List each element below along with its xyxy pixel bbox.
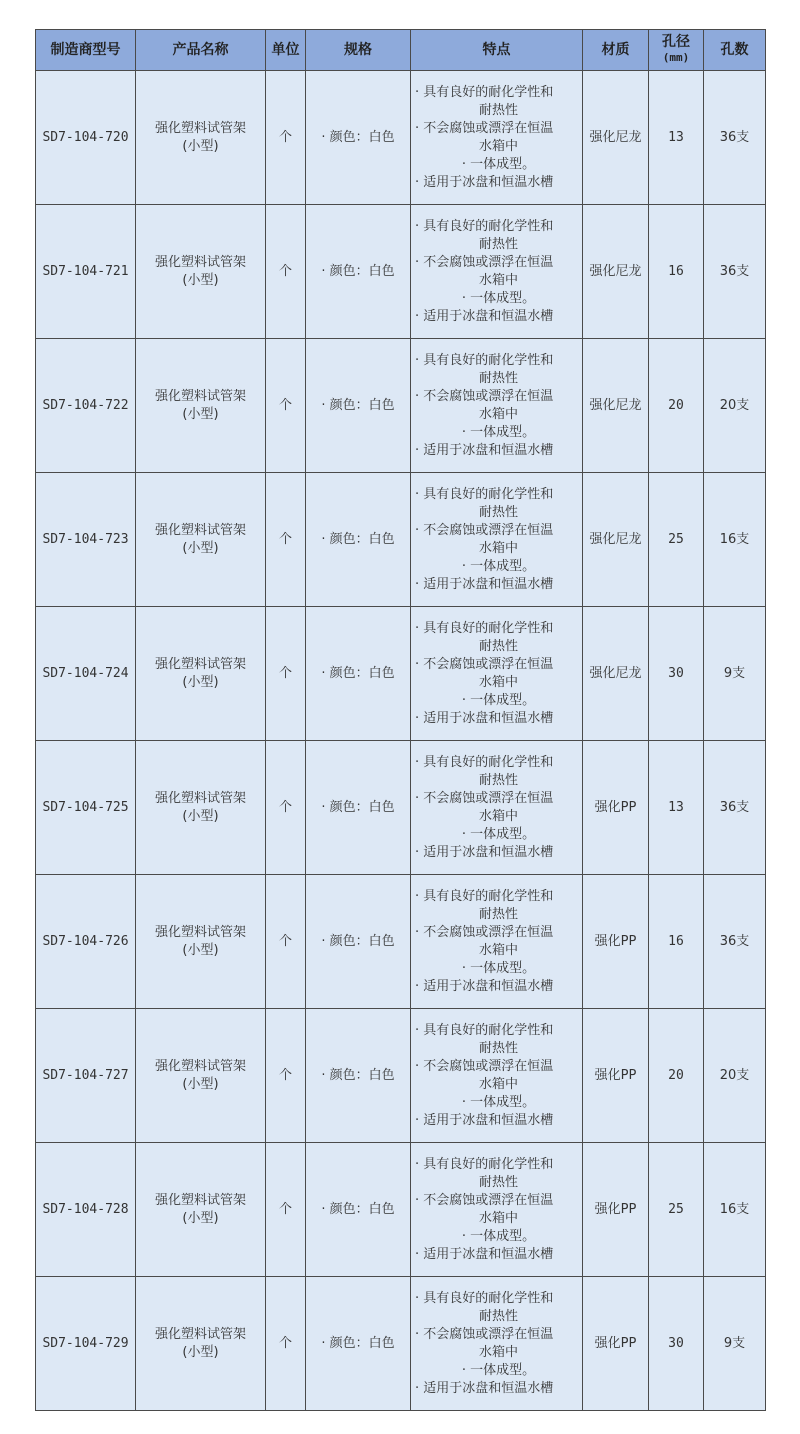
cell-unit: 个	[266, 71, 306, 205]
feature-line: · 具有良好的耐化学性和	[415, 486, 554, 502]
cell-model: SD7-104-728	[36, 1143, 136, 1277]
feature-line: 水箱中	[478, 674, 518, 690]
product-spec-table	[35, 29, 766, 1411]
header-diameter	[649, 30, 704, 71]
table-row	[36, 473, 766, 607]
cell-spec: · 颜色：白色	[306, 1277, 411, 1411]
feature-line: · 具有良好的耐化学性和	[415, 352, 554, 368]
cell-spec: · 颜色：白色	[306, 875, 411, 1009]
feature-line: · 适用于冰盘和恒温水槽	[415, 576, 554, 592]
product-name: 强化塑料试管架	[154, 790, 246, 806]
feature-line: 水箱中	[478, 540, 518, 556]
cell-model: SD7-104-729	[36, 1277, 136, 1411]
product-name-size: (小型)	[182, 1210, 219, 1226]
cell-model: SD7-104-720	[36, 71, 136, 205]
feature-line: 耐热性	[478, 370, 518, 386]
cell-holes: 36支	[704, 875, 766, 1009]
feature-line: · 不会腐蚀或漂浮在恒温	[415, 1326, 554, 1342]
header-row	[36, 30, 766, 71]
header-name: 产品名称	[136, 30, 266, 71]
product-name: 强化塑料试管架	[154, 254, 246, 270]
feature-line: 水箱中	[478, 1076, 518, 1092]
feature-line: 水箱中	[478, 138, 518, 154]
cell-features	[411, 875, 583, 1009]
feature-line: · 具有良好的耐化学性和	[415, 1022, 554, 1038]
header-holes: 孔数	[704, 30, 766, 71]
cell-unit: 个	[266, 1143, 306, 1277]
feature-line: 耐热性	[478, 906, 518, 922]
feature-line: · 具有良好的耐化学性和	[415, 1156, 554, 1172]
cell-features	[411, 339, 583, 473]
feature-line: · 一体成型。	[461, 826, 536, 842]
feature-line: 水箱中	[478, 272, 518, 288]
feature-line: · 适用于冰盘和恒温水槽	[415, 978, 554, 994]
product-name-size: (小型)	[182, 674, 219, 690]
feature-line: 耐热性	[478, 236, 518, 252]
product-name: 强化塑料试管架	[154, 1326, 246, 1342]
header-diameter-label: 孔径	[662, 34, 690, 50]
table-row	[36, 1143, 766, 1277]
cell-model: SD7-104-723	[36, 473, 136, 607]
feature-line: · 不会腐蚀或漂浮在恒温	[415, 254, 554, 270]
table-row	[36, 339, 766, 473]
cell-name	[136, 71, 266, 205]
cell-material: 强化PP	[583, 1143, 649, 1277]
cell-unit: 个	[266, 741, 306, 875]
cell-spec: · 颜色：白色	[306, 71, 411, 205]
cell-holes: 16支	[704, 473, 766, 607]
table-row	[36, 71, 766, 205]
product-name: 强化塑料试管架	[154, 1192, 246, 1208]
feature-line: · 不会腐蚀或漂浮在恒温	[415, 120, 554, 136]
feature-line: 耐热性	[478, 638, 518, 654]
feature-line: · 具有良好的耐化学性和	[415, 754, 554, 770]
feature-line: · 一体成型。	[461, 424, 536, 440]
cell-holes: 16支	[704, 1143, 766, 1277]
cell-diameter: 25	[649, 1143, 704, 1277]
cell-name	[136, 741, 266, 875]
cell-name	[136, 1143, 266, 1277]
cell-name	[136, 473, 266, 607]
feature-line: · 一体成型。	[461, 1094, 536, 1110]
cell-diameter: 13	[649, 741, 704, 875]
cell-features	[411, 607, 583, 741]
cell-diameter: 16	[649, 205, 704, 339]
header-unit: 单位	[266, 30, 306, 71]
cell-spec: · 颜色：白色	[306, 1143, 411, 1277]
feature-line: · 不会腐蚀或漂浮在恒温	[415, 388, 554, 404]
feature-line: · 适用于冰盘和恒温水槽	[415, 174, 554, 190]
cell-spec: · 颜色：白色	[306, 473, 411, 607]
cell-unit: 个	[266, 607, 306, 741]
cell-diameter: 20	[649, 339, 704, 473]
product-name: 强化塑料试管架	[154, 1058, 246, 1074]
product-name: 强化塑料试管架	[154, 522, 246, 538]
product-name-size: (小型)	[182, 808, 219, 824]
cell-material: 强化尼龙	[583, 339, 649, 473]
cell-material: 强化尼龙	[583, 607, 649, 741]
feature-line: 水箱中	[478, 406, 518, 422]
feature-line: 耐热性	[478, 504, 518, 520]
feature-line: · 一体成型。	[461, 1362, 536, 1378]
feature-line: · 适用于冰盘和恒温水槽	[415, 1246, 554, 1262]
cell-unit: 个	[266, 875, 306, 1009]
table-body	[36, 71, 766, 1411]
cell-name	[136, 875, 266, 1009]
product-name-size: (小型)	[182, 138, 219, 154]
feature-line: · 不会腐蚀或漂浮在恒温	[415, 522, 554, 538]
product-name-size: (小型)	[182, 942, 219, 958]
feature-line: · 具有良好的耐化学性和	[415, 620, 554, 636]
table-row	[36, 607, 766, 741]
feature-line: · 不会腐蚀或漂浮在恒温	[415, 790, 554, 806]
feature-line: 水箱中	[478, 1344, 518, 1360]
feature-line: · 具有良好的耐化学性和	[415, 218, 554, 234]
table-row	[36, 1009, 766, 1143]
cell-model: SD7-104-726	[36, 875, 136, 1009]
table-header	[36, 30, 766, 71]
cell-diameter: 16	[649, 875, 704, 1009]
feature-line: · 适用于冰盘和恒温水槽	[415, 442, 554, 458]
feature-line: · 一体成型。	[461, 290, 536, 306]
feature-line: 耐热性	[478, 102, 518, 118]
cell-unit: 个	[266, 1009, 306, 1143]
cell-model: SD7-104-727	[36, 1009, 136, 1143]
product-name: 强化塑料试管架	[154, 656, 246, 672]
cell-material: 强化尼龙	[583, 205, 649, 339]
cell-features	[411, 71, 583, 205]
feature-line: · 一体成型。	[461, 558, 536, 574]
cell-features	[411, 205, 583, 339]
feature-line: 水箱中	[478, 942, 518, 958]
cell-features	[411, 473, 583, 607]
cell-material: 强化尼龙	[583, 473, 649, 607]
feature-line: · 具有良好的耐化学性和	[415, 84, 554, 100]
cell-holes: 36支	[704, 71, 766, 205]
feature-line: · 一体成型。	[461, 1228, 536, 1244]
feature-line: 耐热性	[478, 1308, 518, 1324]
feature-line: · 适用于冰盘和恒温水槽	[415, 1380, 554, 1396]
feature-line: 水箱中	[478, 1210, 518, 1226]
cell-unit: 个	[266, 205, 306, 339]
cell-spec: · 颜色：白色	[306, 339, 411, 473]
cell-material: 强化尼龙	[583, 71, 649, 205]
feature-line: · 适用于冰盘和恒温水槽	[415, 1112, 554, 1128]
header-spec: 规格	[306, 30, 411, 71]
cell-model: SD7-104-722	[36, 339, 136, 473]
cell-material: 强化PP	[583, 1277, 649, 1411]
header-model: 制造商型号	[36, 30, 136, 71]
product-name-size: (小型)	[182, 272, 219, 288]
cell-features	[411, 1277, 583, 1411]
feature-line: 耐热性	[478, 1174, 518, 1190]
header-features: 特点	[411, 30, 583, 71]
cell-unit: 个	[266, 339, 306, 473]
header-material: 材质	[583, 30, 649, 71]
header-diameter-unit: (mm)	[662, 51, 690, 64]
cell-name	[136, 1009, 266, 1143]
product-name-size: (小型)	[182, 406, 219, 422]
cell-model: SD7-104-724	[36, 607, 136, 741]
product-name-size: (小型)	[182, 1076, 219, 1092]
cell-unit: 个	[266, 473, 306, 607]
cell-holes: 9支	[704, 1277, 766, 1411]
cell-holes: 36支	[704, 205, 766, 339]
cell-unit: 个	[266, 1277, 306, 1411]
cell-spec: · 颜色：白色	[306, 607, 411, 741]
cell-features	[411, 1143, 583, 1277]
cell-diameter: 20	[649, 1009, 704, 1143]
feature-line: · 具有良好的耐化学性和	[415, 888, 554, 904]
cell-material: 强化PP	[583, 1009, 649, 1143]
product-name: 强化塑料试管架	[154, 120, 246, 136]
cell-spec: · 颜色：白色	[306, 205, 411, 339]
product-name: 强化塑料试管架	[154, 924, 246, 940]
feature-line: · 适用于冰盘和恒温水槽	[415, 710, 554, 726]
cell-material: 强化PP	[583, 875, 649, 1009]
product-name-size: (小型)	[182, 540, 219, 556]
cell-holes: 9支	[704, 607, 766, 741]
cell-spec: · 颜色：白色	[306, 741, 411, 875]
cell-model: SD7-104-725	[36, 741, 136, 875]
table-row	[36, 1277, 766, 1411]
cell-features	[411, 741, 583, 875]
feature-line: · 不会腐蚀或漂浮在恒温	[415, 924, 554, 940]
cell-model: SD7-104-721	[36, 205, 136, 339]
cell-material: 强化PP	[583, 741, 649, 875]
cell-diameter: 30	[649, 607, 704, 741]
cell-diameter: 13	[649, 71, 704, 205]
feature-line: · 适用于冰盘和恒温水槽	[415, 308, 554, 324]
feature-line: · 不会腐蚀或漂浮在恒温	[415, 656, 554, 672]
cell-diameter: 30	[649, 1277, 704, 1411]
cell-name	[136, 607, 266, 741]
feature-line: 耐热性	[478, 1040, 518, 1056]
cell-name	[136, 1277, 266, 1411]
table-row	[36, 741, 766, 875]
feature-line: · 适用于冰盘和恒温水槽	[415, 844, 554, 860]
feature-line: 耐热性	[478, 772, 518, 788]
cell-holes: 20支	[704, 1009, 766, 1143]
cell-holes: 20支	[704, 339, 766, 473]
table-row	[36, 875, 766, 1009]
feature-line: 水箱中	[478, 808, 518, 824]
feature-line: · 不会腐蚀或漂浮在恒温	[415, 1058, 554, 1074]
cell-name	[136, 339, 266, 473]
cell-spec: · 颜色：白色	[306, 1009, 411, 1143]
cell-features	[411, 1009, 583, 1143]
feature-line: · 一体成型。	[461, 960, 536, 976]
feature-line: · 一体成型。	[461, 156, 536, 172]
cell-diameter: 25	[649, 473, 704, 607]
feature-line: · 不会腐蚀或漂浮在恒温	[415, 1192, 554, 1208]
feature-line: · 具有良好的耐化学性和	[415, 1290, 554, 1306]
table-row	[36, 205, 766, 339]
product-name: 强化塑料试管架	[154, 388, 246, 404]
cell-holes: 36支	[704, 741, 766, 875]
feature-line: · 一体成型。	[461, 692, 536, 708]
cell-name	[136, 205, 266, 339]
product-name-size: (小型)	[182, 1344, 219, 1360]
